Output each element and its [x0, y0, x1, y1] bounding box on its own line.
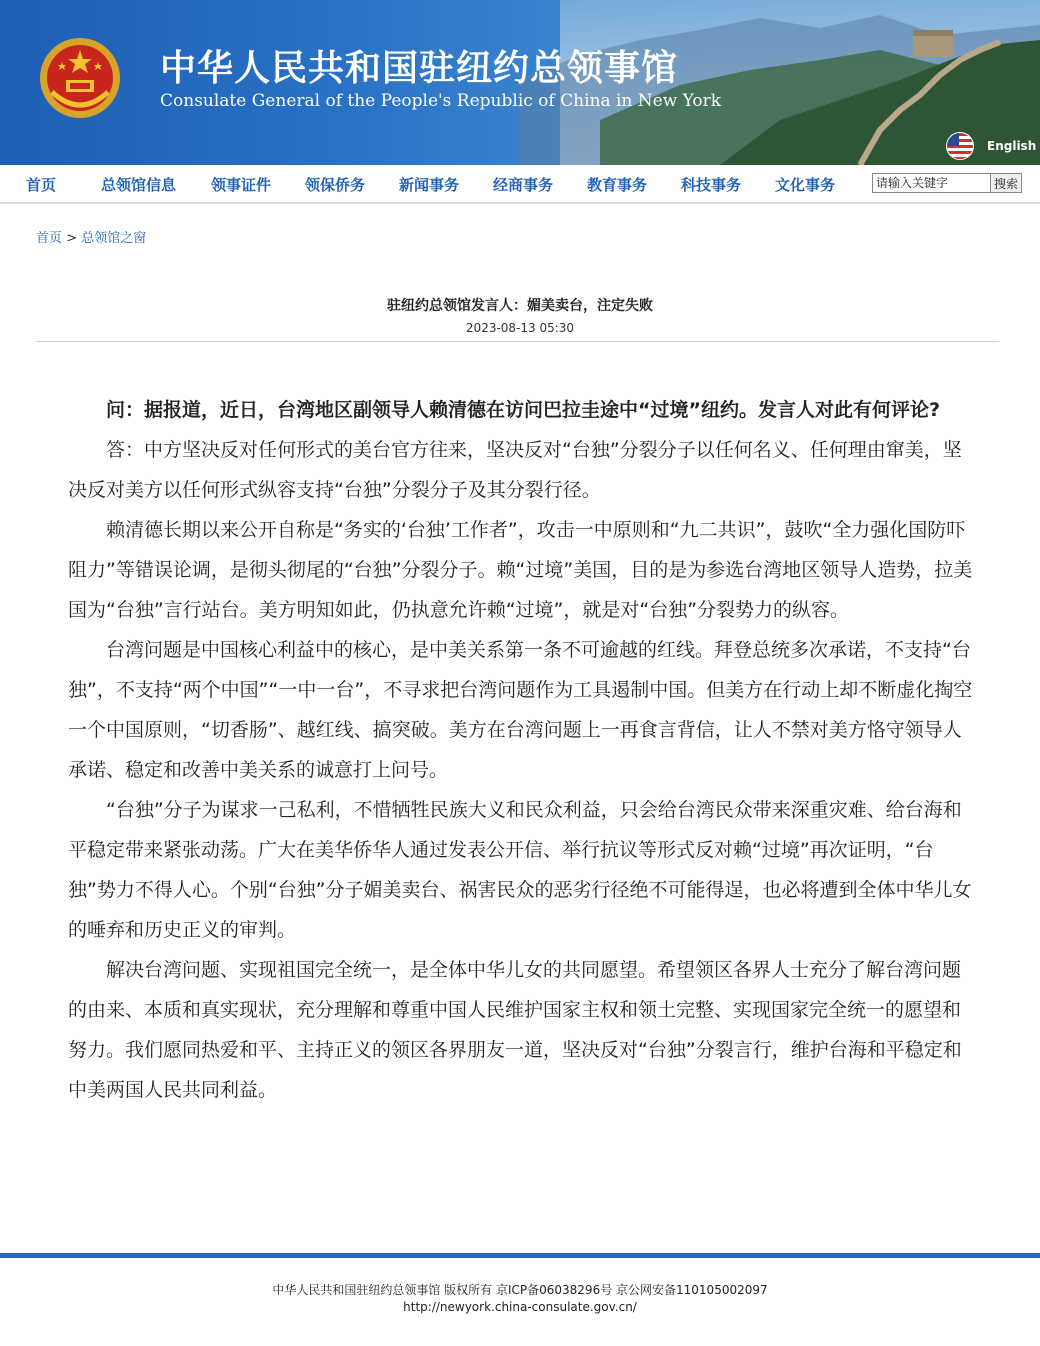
national-emblem-icon: [38, 36, 122, 120]
header-banner: [0, 0, 1040, 165]
article-question-paragraph: 问：据报道，近日，台湾地区副领导人赖清德在访问巴拉圭途中“过境”纽约。发言人对此有何评论?: [106, 399, 940, 421]
nav-item-consulate-info[interactable]: 总领馆信息: [101, 176, 177, 194]
nav-item-news[interactable]: 新闻事务: [399, 176, 460, 194]
breadcrumb-section-link[interactable]: 总领馆之窗: [81, 231, 147, 246]
site-title-chinese: 中华人民共和国驻纽约总领事馆: [160, 48, 679, 89]
search-button[interactable]: 搜索: [990, 173, 1022, 193]
article-title: 驻纽约总领馆发言人：媚美卖台，注定失败: [387, 298, 653, 314]
us-flag-icon: [946, 132, 974, 160]
nav-item-science-tech[interactable]: 科技事务: [681, 176, 742, 194]
english-link-label: English: [987, 139, 1037, 153]
nav-item-culture[interactable]: 文化事务: [775, 176, 836, 194]
nav-item-economy-trade[interactable]: 经商事务: [493, 176, 554, 194]
nav-item-home[interactable]: 首页: [26, 176, 57, 194]
article-body: [68, 390, 973, 1110]
breadcrumb: [36, 227, 146, 246]
nav-item-consular-documents[interactable]: 领事证件: [211, 176, 272, 194]
footer-copyright: 中华人民共和国驻纽约总领事馆 版权所有 京ICP备06038296号 京公网安备110105002097: [272, 1283, 768, 1297]
article-paragraph: 台湾问题是中国核心利益中的核心，是中美关系第一条不可逾越的红线。拜登总统多次承诺，不支持“台独”，不支持“两个中国”“一中一台”，不寻求把台湾问题作为工具遏制中国。但美方在行动上却不断虚化掏空一个中国原则，“切香肠”、越红线、搞突破。美方在台湾问题上一再食言背信，让人不禁对美方恪守领导人承诺、稳定和改善中美关系的诚意打上问号。: [68, 639, 973, 781]
article-paragraph: “台独”分子为谋求一己私利，不惜牺牲民族大义和民众利益，只会给台湾民众带来深重灾难、给台海和平稳定带来紧张动荡。广大在美华侨华人通过发表公开信、举行抗议等形式反对赖“过境”再次证明，“台独”势力不得人心。个别“台独”分子媚美卖台、祸害民众的恶劣行径绝不可能得逞，也必将遭到全体中华儿女的唾弃和历史正义的审判。: [68, 799, 972, 941]
footer-url-link[interactable]: http://newyork.china-consulate.gov.cn/: [403, 1300, 637, 1314]
article-paragraph: 解决台湾问题、实现祖国完全统一，是全体中华儿女的共同愿望。希望领区各界人士充分了解台湾问题的由来、本质和真实现状，充分理解和尊重中国人民维护国家主权和领土完整、实现国家完全统一的愿望和努力。我们愿同热爱和平、主持正义的领区各界朋友一道，坚决反对“台独”分裂言行，维护台海和平稳定和中美两国人民共同利益。: [68, 959, 962, 1101]
title-divider: [36, 341, 999, 342]
article-paragraph: 答：中方坚决反对任何形式的美台官方往来，坚决反对“台独”分裂分子以任何名义、任何理由窜美，坚决反对美方以任何形式纵容支持“台独”分裂分子及其分裂行径。: [68, 439, 962, 501]
breadcrumb-separator: >: [66, 231, 78, 246]
search-input[interactable]: [872, 173, 992, 193]
footer-bar: [0, 1253, 1040, 1258]
article-date: 2023-08-13 05:30: [465, 321, 575, 335]
site-title-english: Consulate General of the People's Republic of China in New York: [160, 91, 722, 111]
english-language-link[interactable]: [946, 132, 1036, 160]
article-paragraph: 赖清德长期以来公开自称是“务实的‘台独’工作者”，攻击一中原则和“九二共识”，鼓吹“全力强化国防吓阻力”等错误论调，是彻头彻尾的“台独”分裂分子。赖“过境”美国，目的是为参选台湾地区领导人造势，拉美国为“台独”言行站台。美方明知如此，仍执意允许赖“过境”，就是对“台独”分裂势力的纵容。: [68, 519, 973, 621]
nav-item-education[interactable]: 教育事务: [587, 176, 648, 194]
breadcrumb-home-link[interactable]: 首页: [36, 231, 63, 246]
nav-item-protection-overseas[interactable]: 领保侨务: [305, 176, 366, 194]
